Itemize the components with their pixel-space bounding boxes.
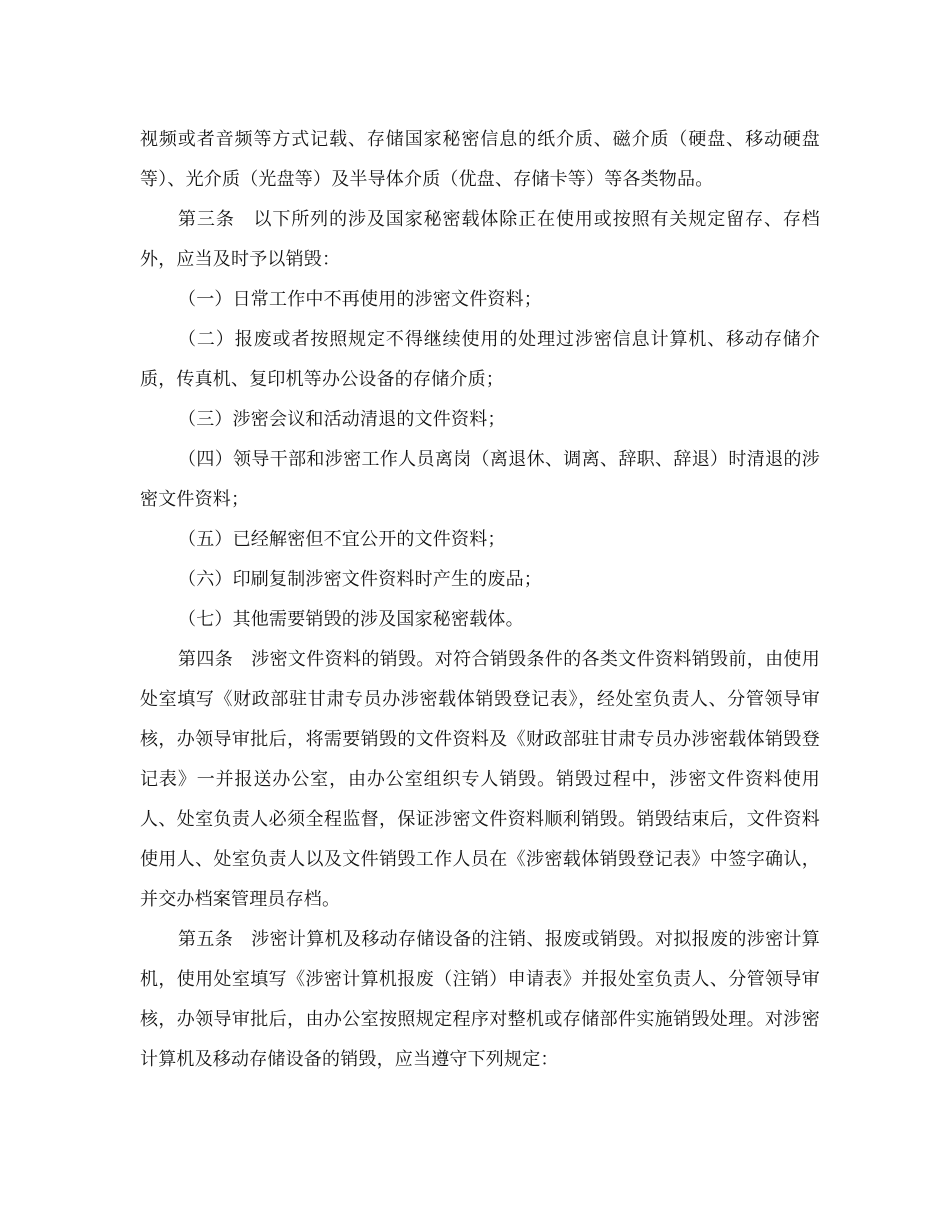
paragraph-text: 视频或者音频等方式记载、存储国家秘密信息的纸介质、磁介质（硬盘、移动硬盘等）、光介质（光盘等）及半导体介质（优盘、存储卡等）等各类物品。 — [140, 129, 820, 190]
list-item-4 — [140, 440, 820, 520]
paragraph-text: 以下所列的涉及国家秘密载体除正在使用或按照有关规定留存、存档外，应当及时予以销毁： — [140, 209, 820, 270]
paragraph-text: （五）已经解密但不宜公开的文件资料； — [178, 529, 506, 550]
paragraph-text: （一）日常工作中不再使用的涉密文件资料； — [178, 289, 542, 310]
article-5-paragraph — [140, 920, 820, 1080]
list-item-6 — [140, 560, 820, 600]
article-4-paragraph — [140, 640, 820, 920]
list-item-1 — [140, 280, 820, 320]
paragraph-text: （三）涉密会议和活动清退的文件资料； — [178, 409, 506, 430]
list-item-5 — [140, 520, 820, 560]
article-3-paragraph — [140, 200, 820, 280]
article-heading: 第四条 — [178, 649, 234, 670]
list-item-2 — [140, 320, 820, 400]
article-heading: 第三条 — [178, 209, 235, 230]
document-body — [140, 120, 820, 1080]
paragraph-text: （七）其他需要销毁的涉及国家秘密载体。 — [178, 609, 524, 630]
article-heading: 第五条 — [178, 929, 234, 950]
list-item-7 — [140, 600, 820, 640]
list-item-3 — [140, 400, 820, 440]
paragraph-text: （六）印刷复制涉密文件资料时产生的废品； — [178, 569, 542, 590]
paragraph-text: （四）领导干部和涉密工作人员离岗（离退休、调离、辞职、辞退）时清退的涉密文件资料； — [140, 449, 820, 510]
paragraph-text: 涉密计算机及移动存储设备的注销、报废或销毁。对拟报废的涉密计算机，使用处室填写《涉密计算机报废（注销）申请表》并报处室负责人、分管领导审核，办领导审批后，由办公室按照规定程序对整机或存储部件实施销毁处理。对涉密计算机及移动存储设备的销毁，应当遵守下列规定： — [140, 929, 820, 1070]
paragraph-continuation — [140, 120, 820, 200]
paragraph-text: 涉密文件资料的销毁。对符合销毁条件的各类文件资料销毁前，由使用处室填写《财政部驻甘肃专员办涉密载体销毁登记表》，经处室负责人、分管领导审核，办领导审批后，将需要销毁的文件资料及《财政部驻甘肃专员办涉密载体销毁登记表》一并报送办公室，由办公室组织专人销毁。销毁过程中，涉密文件资料使用人、处室负责人必须全程监督，保证涉密文件资料顺利销毁。销毁结束后，文件资料使用人、处室负责人以及文件销毁工作人员在《涉密载体销毁登记表》中签字确认，并交办档案管理员存档。 — [140, 649, 820, 910]
paragraph-text: （二）报废或者按照规定不得继续使用的处理过涉密信息计算机、移动存储介质，传真机、复印机等办公设备的存储介质； — [140, 329, 820, 390]
